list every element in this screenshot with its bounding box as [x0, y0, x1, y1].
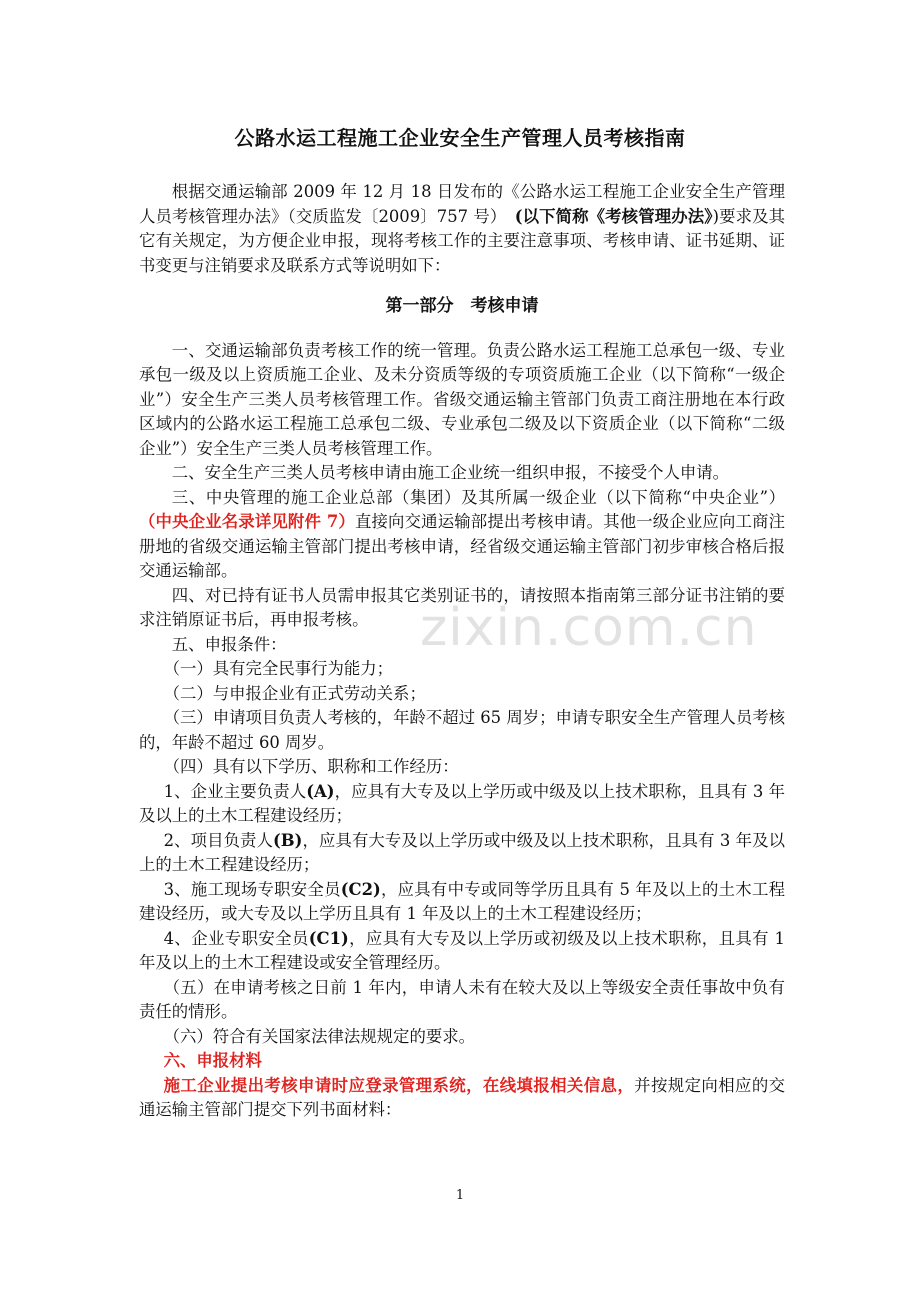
detail-4-c: ，应具有大专及以上学历或初级及以上技术职称，且具有 1 年及以上的土木工程建设或安全管理经历。: [139, 928, 785, 972]
detail-1-c: ，应具有大专及以上学历或中级及以上技术职称，且具有 3 年及以上的土木工程建设经历；: [139, 781, 785, 825]
condition-6: （六）符合有关国家法律法规规定的要求。: [163, 1026, 476, 1046]
item-6-heading: 六、申报材料: [163, 1051, 262, 1070]
condition-2: （二）与申报企业有正式劳动关系；: [163, 683, 426, 703]
detail-3-code: (C2): [340, 879, 381, 899]
item-3: [139, 486, 785, 584]
item-1: 一、交通运输部负责考核工作的统一管理。负责公路水运工程施工总承包一级、专业承包一级及以上资质施工企业、及未分资质等级的专项资质施工企业（以下简称“一级企业”）安全生产三类人员考核管理工作。省级交通运输主管部门负责工商注册地在本行政区域内的公路水运工程施工总承包二级、专业承包二级及以下资质企业（以下简称“二级企业”）安全生产三类人员考核管理工作。: [139, 340, 785, 458]
detail-3-a: 3、施工现场专职安全员: [163, 879, 341, 899]
detail-2-c: ，应具有大专及以上学历或中级及以上技术职称，且具有 3 年及以上的土木工程建设经历；: [139, 830, 785, 874]
detail-2-code: (B): [273, 830, 303, 850]
detail-3: [139, 878, 785, 927]
materials-paragraph: [139, 1074, 785, 1123]
item-4: 四、对已持有证书人员需申报其它类别证书的，请按照本指南第三部分证书注销的要求注销原证书后，再申报考核。: [139, 585, 785, 629]
item-5: 五、申报条件：: [171, 634, 287, 654]
detail-4-a: 4、企业专职安全员: [163, 928, 309, 948]
detail-1-code: (A): [306, 781, 335, 801]
item-3-text-a: 三、中央管理的施工企业总部（集团）及其所属一级企业（以下简称“中央企业”）: [171, 487, 785, 507]
condition-3: （三）申请项目负责人考核的，年龄不超过 65 周岁；申请专职安全生产管理人员考核的，年龄不超过 60 周岁。: [139, 708, 785, 752]
intro-text-2: )要求及其它有关规定，为方便企业申报，现将考核工作的主要注意事项、考核申请、证书延期、证书变更与注销要求及联系方式等说明如下：: [139, 206, 785, 275]
document-title: 公路水运工程施工企业安全生产管理人员考核指南: [234, 126, 686, 150]
item-3-text-b: 直接向交通运输部提出考核申请。其他一级企业应向工商注册地的省级交通运输主管部门提出考核申请，经省级交通运输主管部门初步审核合格后报交通运输部。: [139, 512, 785, 580]
materials-red-text: 施工企业提出考核申请时应登录管理系统，在线填报相关信息，: [163, 1075, 635, 1095]
intro-paragraph: [139, 180, 785, 278]
detail-4: [139, 927, 785, 976]
condition-1: （一）具有完全民事行为能力；: [163, 659, 394, 678]
document-body: [139, 180, 785, 1123]
item-2: 二、安全生产三类人员考核申请由施工企业统一组织申报，不接受个人申请。: [171, 463, 730, 482]
detail-4-code: (C1): [308, 928, 349, 948]
detail-2-a: 2、项目负责人: [163, 830, 274, 850]
watermark: zixin.com.cn: [420, 598, 758, 658]
intro-text-1: 根据交通运输部 2009 年 12 月 18 日发布的《公路水运工程施工企业安全生产管理人员考核管理办法》（交质监发〔2009〕757 号）: [139, 182, 785, 226]
page-number: 1: [455, 1188, 465, 1203]
section-heading-part1: 第一部分 考核申请: [385, 296, 539, 316]
detail-3-c: ，应具有中专或同等学历且具有 5 年及以上的土木工程建设经历，或大专及以上学历且具有 1 年及以上的土木工程建设经历；: [139, 879, 785, 923]
intro-abbrev: (以下简称《考核管理办法》: [514, 206, 713, 226]
condition-4: （四）具有以下学历、职称和工作经历：: [163, 757, 459, 776]
detail-1: [139, 780, 785, 829]
materials-text: 并按规定向相应的交通运输主管部门提交下列书面材料：: [139, 1075, 786, 1119]
item-3-red-note: （中央企业名录详见附件 7）: [139, 512, 355, 531]
condition-5: （五）在申请考核之日前 1 年内，申请人未有在较大及以上等级安全责任事故中负有责任的情形。: [139, 977, 785, 1021]
detail-1-a: 1、企业主要负责人: [163, 781, 307, 801]
detail-2: [139, 829, 785, 878]
